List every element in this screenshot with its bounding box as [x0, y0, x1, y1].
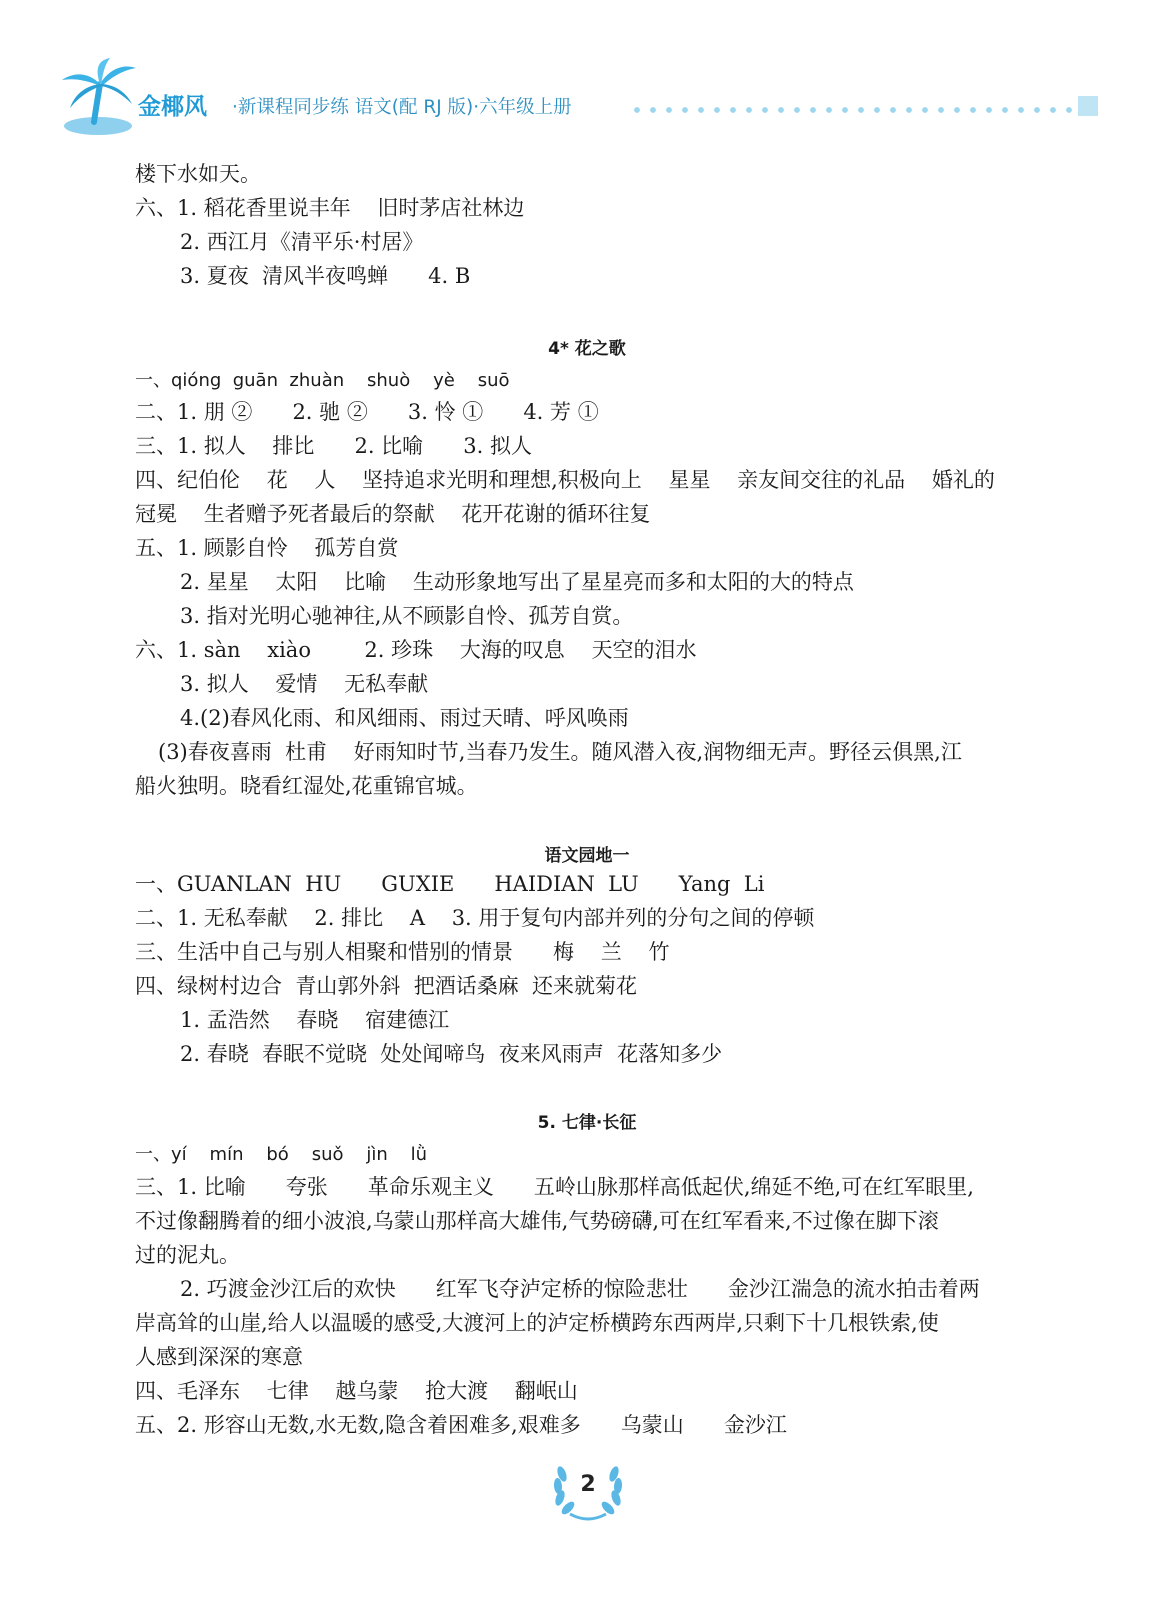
- text-line: 三、生活中自己与别人相聚和惜别的情景 梅 兰 竹: [135, 940, 670, 964]
- page-number: 2: [580, 1472, 596, 1497]
- text-line: 六、1. sàn xiào 2. 珍珠 大海的叹息 天空的泪水: [135, 638, 697, 662]
- text-line: 不过像翻腾着的细小波浪,乌蒙山那样高大雄伟,气势磅礴,可在红军看来,不过像在脚下滚: [135, 1209, 939, 1233]
- text-line: 二、1. 朋 ② 2. 驰 ② 3. 怜 ① 4. 芳 ①: [135, 400, 599, 424]
- text-line: 四、纪伯伦 花 人 坚持追求光明和理想,积极向上 星星 亲友间交往的礼品 婚礼的: [135, 468, 995, 492]
- book-subtitle: ·新课程同步练 语文(配 RJ 版)·六年级上册: [232, 97, 572, 118]
- text-line: 3. 指对光明心驰神往,从不顾影自怜、孤芳自赏。: [180, 604, 634, 628]
- text-line: 一、GUANLAN HU GUXIE HAIDIAN LU Yang Li: [135, 872, 765, 896]
- page-number-badge: [548, 1454, 628, 1524]
- text-line: 2. 巧渡金沙江后的欢快 红军飞夺泸定桥的惊险悲壮 金沙江湍急的流水拍击着两: [180, 1277, 980, 1301]
- text-line: (3)春夜喜雨 杜甫 好雨知时节,当春乃发生。随风潜入夜,润物细无声。野径云俱黑,江: [158, 740, 962, 764]
- text-line: 1. 孟浩然 春晓 宿建德江: [180, 1008, 450, 1032]
- text-line: 冠冕 生者赠予死者最后的祭献 花开花谢的循环往复: [135, 502, 651, 526]
- text-line: 四、绿树村边合 青山郭外斜 把酒话桑麻 还来就菊花: [135, 974, 638, 998]
- text-line: 2. 星星 太阳 比喻 生动形象地写出了星星亮而多和太阳的大的特点: [180, 570, 854, 594]
- text-line: 四、毛泽东 七律 越乌蒙 抢大渡 翻岷山: [135, 1379, 578, 1403]
- text-line: 二、1. 无私奉献 2. 排比 A 3. 用于复句内部并列的分句之间的停顿: [135, 906, 815, 930]
- text-line: 一、qióng guān zhuàn shuò yè suō: [135, 370, 510, 391]
- text-line: 一、yí mín bó suǒ jìn lǜ: [135, 1144, 428, 1165]
- text-line: 三、1. 拟人 排比 2. 比喻 3. 拟人: [135, 434, 532, 458]
- section-title: 4* 花之歌: [548, 339, 626, 359]
- section-title: 语文园地一: [544, 846, 630, 866]
- brand-name: 金椰风: [138, 94, 207, 120]
- text-line: 人感到深深的寒意: [135, 1345, 303, 1369]
- section-title: 5. 七律·长征: [537, 1113, 637, 1133]
- text-line: 楼下水如天。: [135, 162, 261, 186]
- text-line: 五、1. 顾影自怜 孤芳自赏: [135, 536, 399, 560]
- text-line: 六、1. 稻花香里说丰年 旧时茅店社林边: [135, 196, 525, 220]
- text-line: 2. 西江月《清平乐·村居》: [180, 230, 424, 254]
- text-line: 3. 夏夜 清风半夜鸣蝉 4. B: [180, 264, 471, 288]
- text-line: 三、1. 比喻 夸张 革命乐观主义 五岭山脉那样高低起伏,绵延不绝,可在红军眼里,: [135, 1175, 974, 1199]
- text-line: 3. 拟人 爱情 无私奉献: [180, 672, 429, 696]
- text-line: 过的泥丸。: [135, 1243, 240, 1267]
- text-line: 岸高耸的山崖,给人以温暖的感受,大渡河上的泸定桥横跨东西两岸,只剩下十几根铁索,使: [135, 1311, 939, 1335]
- text-line: 五、2. 形容山无数,水无数,隐含着困难多,艰难多 乌蒙山 金沙江: [135, 1413, 787, 1437]
- text-line: 4.(2)春风化雨、和风细雨、雨过天晴、呼风唤雨: [180, 706, 629, 730]
- text-line: 船火独明。晓看红湿处,花重锦官城。: [135, 774, 478, 798]
- text-line: 2. 春晓 春眠不觉晓 处处闻啼鸟 夜来风雨声 花落知多少: [180, 1042, 723, 1066]
